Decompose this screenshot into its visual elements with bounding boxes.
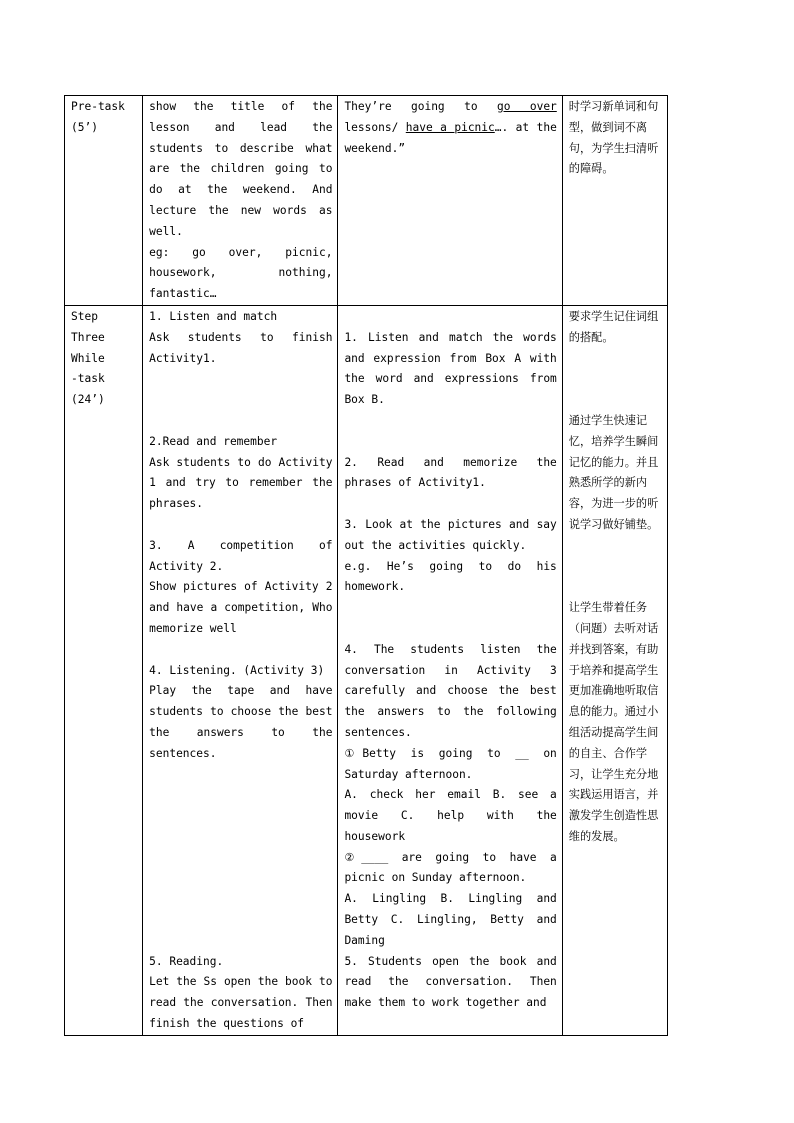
purpose-text: 时学习新单词和句型，做到词不离句，为学生扫清听的障碍。	[568, 100, 659, 176]
student-step-4: 4. The students listen the conversation in Activity 3 carefully and choose the best the answers to the following sentences.	[344, 642, 557, 739]
teacher-step-5-title: 5. Reading.	[149, 954, 224, 968]
stage-three: Three	[71, 330, 105, 344]
student-text-a: They’re going to	[344, 100, 497, 113]
teacher-step-4-title: 4. Listening. (Activity 3)	[149, 663, 325, 677]
student-step-2: 2. Read and memorize the phrases of Activity1.	[344, 455, 557, 490]
stage-time: (5’)	[71, 120, 98, 134]
question-2-options: A. Lingling B. Lingling and Betty C. Lingling, Betty and Daming	[344, 892, 557, 947]
teacher-step-1-title: 1. Listen and match	[149, 309, 278, 323]
purpose-cell	[562, 96, 667, 306]
stage-while: While	[71, 351, 105, 365]
question-1-options: A. check her email B. see a movie C. help with the housework	[344, 788, 557, 843]
lesson-plan-table	[64, 95, 668, 1036]
teacher-step-2-title: 2.Read and remember	[149, 434, 278, 448]
teacher-activity-example: eg: go over, picnic, housework, nothing, fantastic…	[149, 245, 333, 301]
student-text-c: …. at the weekend.”	[344, 120, 557, 155]
purpose-text-3: 让学生带着任务（问题）去听对话并找到答案，有助于培养和提高学生更加准确地听取信息的能力。通过小组活动提高学生间的自主、合作学习，让学生充分地实践运用语言，并激发学生创造性思维的发展。	[568, 601, 659, 843]
purpose-text-2: 通过学生快速记忆，培养学生瞬间记忆的能力。并且熟悉所学的新内容，为进一步的听说学习做好铺垫。	[568, 413, 659, 531]
student-underlined-go-over: go over	[496, 100, 557, 113]
table-row	[65, 305, 668, 1035]
student-underlined-picnic: have a picnic	[405, 120, 495, 134]
teacher-step-3-body: Show pictures of Activity 2 and have a competition, Who memorize well	[149, 580, 333, 635]
stage-cell	[65, 96, 143, 306]
purpose-cell	[562, 305, 667, 1035]
student-step-1: 1. Listen and match the words and expression from Box A with the word and expressions from Box B.	[344, 330, 557, 407]
stage-time: (24’)	[71, 393, 105, 407]
teacher-step-1-body: Ask students to finish Activity1.	[149, 330, 333, 365]
teacher-activity-cell	[143, 96, 338, 306]
student-step-3-example: e.g. He’s going to do his homework.	[344, 559, 557, 594]
teacher-step-3-title: 3. A competition of Activity 2.	[149, 538, 333, 573]
student-text-b: lessons/	[344, 120, 406, 134]
student-activity-text	[344, 97, 556, 159]
stage-label: Pre-task	[71, 100, 125, 113]
teacher-step-4-body: Play the tape and have students to choose the best the answers to the sentences.	[149, 684, 333, 760]
table-row	[65, 96, 668, 306]
student-activity-cell	[338, 305, 562, 1035]
teacher-activity-text: show the title of the lesson and lead the students to describe what are the children going to do at the weekend. And lecture the new words as well.	[149, 100, 333, 238]
question-1: ①Betty is going to __ on Saturday afternoon.	[344, 746, 557, 781]
stage-task: -task	[71, 372, 105, 386]
stage-step: Step	[71, 309, 98, 323]
question-2: ②____ are going to have a picnic on Sunday afternoon.	[344, 850, 557, 885]
teacher-step-2-body: Ask students to do Activity 1 and try to remember the phrases.	[149, 455, 333, 511]
teacher-step-5-body: Let the Ss open the book to read the conversation. Then finish the questions of	[149, 975, 333, 1031]
student-step-3: 3. Look at the pictures and say out the activities quickly.	[344, 517, 557, 552]
student-step-5: 5. Students open the book and read the conversation. Then make them to work together and	[344, 954, 557, 1010]
student-activity-cell	[338, 96, 562, 306]
stage-cell	[65, 305, 143, 1035]
purpose-text-1: 要求学生记住词组的搭配。	[568, 309, 659, 344]
teacher-activity-cell	[143, 305, 338, 1035]
